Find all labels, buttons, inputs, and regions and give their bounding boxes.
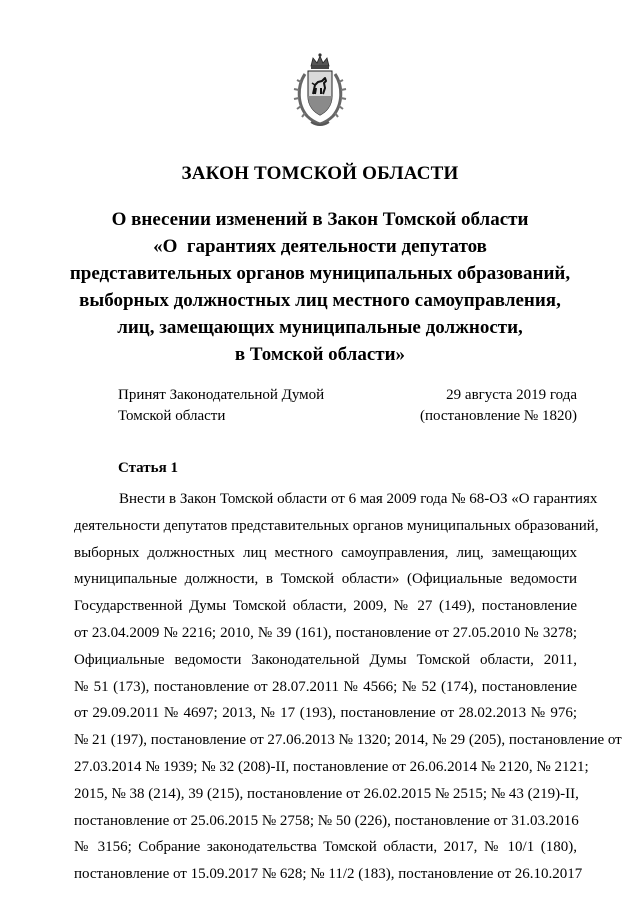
adoption-date-block [420, 385, 577, 427]
article-heading: Статья 1 [118, 460, 178, 476]
law-subject [60, 206, 580, 368]
body-line: № 3156; Собрание законодательства Томской области, 2017, № 10/1 (180), [74, 839, 577, 856]
subject-line: представительных органов муниципальных образований, [69, 263, 571, 284]
adoption-body [118, 385, 324, 427]
adopted-by-line: Принят Законодательной Думой [118, 387, 325, 403]
body-line: постановление от 25.06.2015 № 2758; № 50 (226), постановление от 31.03.2016 [74, 812, 579, 829]
body-line: Официальные ведомости Законодательной Думы Томской области, 2011, [74, 651, 577, 668]
article-body [74, 486, 622, 888]
body-line: № 21 (197), постановление от 27.06.2013 № 1320; 2014, № 29 (205), постановление от [74, 732, 622, 749]
subject-line: выборных должностных лиц местного самоуправления, [79, 290, 561, 311]
body-line: выборных должностных лиц местного самоуправления, лиц, замещающих [74, 544, 577, 561]
subject-line: в Томской области» [234, 344, 406, 365]
law-title: ЗАКОН ТОМСКОЙ ОБЛАСТИ [181, 163, 459, 184]
coat-of-arms-emblem [291, 52, 349, 130]
adopted-by-line: Томской области [118, 408, 226, 424]
body-line: от 29.09.2011 № 4697; 2013, № 17 (193), постановление от 28.02.2013 № 976; [74, 705, 577, 722]
adoption-date: 29 августа 2019 года [446, 387, 577, 403]
body-line: Государственной Думы Томской области, 2009, № 27 (149), постановление [74, 598, 577, 615]
body-line: № 51 (173), постановление от 28.07.2011 № 4566; № 52 (174), постановление [74, 678, 577, 695]
subject-line: лиц, замещающих муниципальные должности, [117, 317, 523, 338]
body-line: деятельности депутатов представительных органов муниципальных образований, [74, 517, 599, 534]
body-line: 2015, № 38 (214), 39 (215), постановление от 26.02.2015 № 2515; № 43 (219)-II, [74, 785, 579, 802]
resolution-number: (постановление № 1820) [419, 408, 577, 424]
body-line: от 23.04.2009 № 2216; 2010, № 39 (161), постановление от 27.05.2010 № 3278; [74, 624, 577, 641]
body-line: постановление от 15.09.2017 № 628; № 11/2 (183), постановление от 26.10.2017 [74, 866, 583, 883]
body-line: Внести в Закон Томской области от 6 мая 2009 года № 68-ОЗ «О гарантиях [119, 491, 598, 507]
body-line: 27.03.2014 № 1939; № 32 (208)-II, постановление от 26.06.2014 № 2120, № 2121; [74, 758, 589, 775]
subject-line: «О гарантиях деятельности депутатов [153, 236, 487, 257]
subject-line: О внесении изменений в Закон Томской области [111, 209, 529, 230]
body-line: муниципальные должности, в Томской области» (Официальные ведомости [74, 571, 577, 588]
